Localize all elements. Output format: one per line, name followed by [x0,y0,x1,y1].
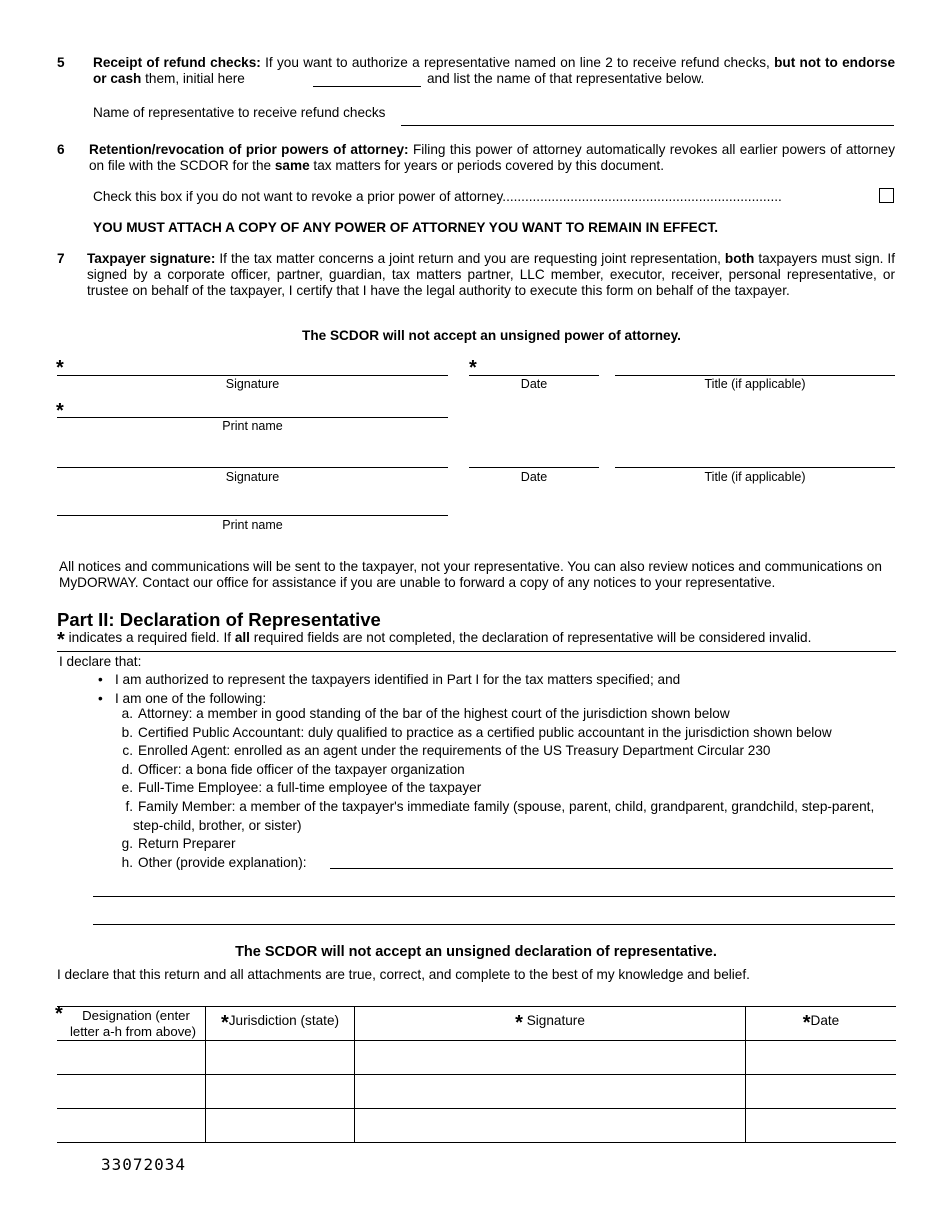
option-h: h. Other (provide explanation): [121,855,307,870]
designation-cell[interactable] [57,1041,206,1075]
date-header: *Date [746,1007,897,1041]
refund-initials-field[interactable] [313,86,421,87]
signature-cell[interactable] [355,1041,746,1075]
section-5-heading: Receipt of refund checks: [93,55,261,70]
print-name-label: Print name [222,419,283,433]
option-f-continued: step-child, brother, or sister) [133,818,302,833]
date-cell[interactable] [746,1075,897,1109]
section-6-heading: Retention/revocation of prior powers of attorney: [89,142,409,157]
required-star: * [515,1012,523,1034]
taxpayer-2-title-field[interactable] [615,467,895,468]
required-star: * [220,1012,229,1034]
declare-true-statement: I declare that this return and all attachments are true, correct, and complete to the best of my knowledge and belief. [57,967,750,982]
table-row [57,1075,896,1109]
designation-header: * Designation (enter letter a-h from above) [57,1007,206,1041]
notices-paragraph: All notices and communications will be sent to the taxpayer, not your representative. You can also review notices and communications on MyDORWAY. Contact our office for assistance if you are unable to forward a copy of any notices to your representative. [59,559,882,590]
section-7-number: 7 [57,251,65,266]
required-star: * [469,357,477,379]
option-c: c. Enrolled Agent: enrolled as an agent under the requirements of the US Treasury Department Circular 230 [122,743,771,758]
section-5-text: Receipt of refund checks: If you want to authorize a representative named on line 2 to receive refund checks, but not to endorse or cash them, initial here [93,55,896,86]
required-star: * [56,357,64,379]
section-6-number: 6 [57,142,65,157]
unsigned-declaration-notice: The SCDOR will not accept an unsigned declaration of representative. [235,944,717,960]
date-label: Date [520,377,548,391]
leader-dots: .......................................................................... [502,189,782,204]
designation-cell[interactable] [57,1109,206,1143]
refund-rep-name-label: Name of representative to receive refund checks [93,105,386,120]
representative-table [55,1003,896,1143]
part-2-title: Part II: Declaration of Representative [57,609,381,630]
jurisdiction-cell[interactable] [206,1041,355,1075]
signature-header: * Signature [355,1007,746,1041]
taxpayer-2-signature-field[interactable] [57,467,448,468]
section-5-number: 5 [57,55,65,70]
other-explanation-field-2[interactable] [93,896,895,897]
table-row [57,1109,896,1143]
form-number: 33072034 [101,1155,187,1174]
print-name-label: Print name [222,518,283,532]
revoke-checkbox-label: Check this box if you do not want to revoke a prior power of attorney.......................................................................... [93,189,782,204]
taxpayer-1-date-field[interactable] [469,375,599,376]
jurisdiction-header: *Jurisdiction (state) [206,1007,355,1041]
taxpayer-1-signature-field[interactable] [57,375,448,376]
date-label: Date [520,470,548,484]
taxpayer-2-date-field[interactable] [469,467,599,468]
jurisdiction-cell[interactable] [206,1075,355,1109]
table-row [57,1041,896,1075]
signature-cell[interactable] [355,1075,746,1109]
declare-intro: I declare that: [59,654,142,669]
revoke-checkbox[interactable] [879,188,894,203]
option-f: f. Family Member: a member of the taxpayer's immediate family (spouse, parent, child, grandparent, grandchild, step-parent, [125,799,875,814]
signature-cell[interactable] [355,1109,746,1143]
title-label: Title (if applicable) [704,377,806,391]
section-5-text-end: and list the name of that representative below. [427,71,705,86]
title-label: Title (if applicable) [704,470,806,484]
required-star: * [57,629,65,651]
option-g: g. Return Preparer [121,836,236,851]
refund-rep-name-field[interactable] [401,125,894,126]
taxpayer-2-print-name-field[interactable] [57,515,448,516]
jurisdiction-cell[interactable] [206,1109,355,1143]
other-explanation-field[interactable] [330,868,893,869]
required-field-note: * indicates a required field. If all required fields are not completed, the declaration of representative will be considered invalid. [57,629,812,651]
other-explanation-field-3[interactable] [93,924,895,925]
option-b: b. Certified Public Accountant: duly qualified to practice as a certified public accountant in the jurisdiction shown below [121,725,832,740]
section-7-heading: Taxpayer signature: [87,251,216,266]
option-a: a. Attorney: a member in good standing of the bar of the highest court of the jurisdiction shown below [121,706,730,721]
signature-label: Signature [225,377,280,391]
attach-copy-notice: YOU MUST ATTACH A COPY OF ANY POWER OF ATTORNEY YOU WANT TO REMAIN IN EFFECT. [93,220,719,235]
designation-cell[interactable] [57,1075,206,1109]
date-cell[interactable] [746,1041,897,1075]
option-d: d. Officer: a bona fide officer of the taxpayer organization [121,762,465,777]
part-2-divider [57,651,896,652]
signature-label: Signature [225,470,280,484]
taxpayer-1-print-name-field[interactable] [57,417,448,418]
required-star: * [802,1012,811,1034]
date-cell[interactable] [746,1109,897,1143]
taxpayer-1-title-field[interactable] [615,375,895,376]
section-6-text: Retention/revocation of prior powers of attorney: Filing this power of attorney automatically revokes all earlier powers of attorney on file with the SCDOR for the same tax matters for years or periods covered by this document. [89,142,895,173]
required-star: * [56,400,64,422]
required-star: * [55,1003,63,1025]
unsigned-poa-notice: The SCDOR will not accept an unsigned power of attorney. [302,328,681,343]
section-7-text: Taxpayer signature: If the tax matter concerns a joint return and you are requesting joint representation, both taxpayers must sign. If signed by a corporate officer, partner, guardian, tax matters partner, LLC member, executor, receiver, personal representative, or trustee on behalf of the taxpayer, I certify that I have the legal authority to execute this form on behalf of the taxpayer. [87,251,895,298]
option-e: e. Full-Time Employee: a full-time employee of the taxpayer [121,780,482,795]
